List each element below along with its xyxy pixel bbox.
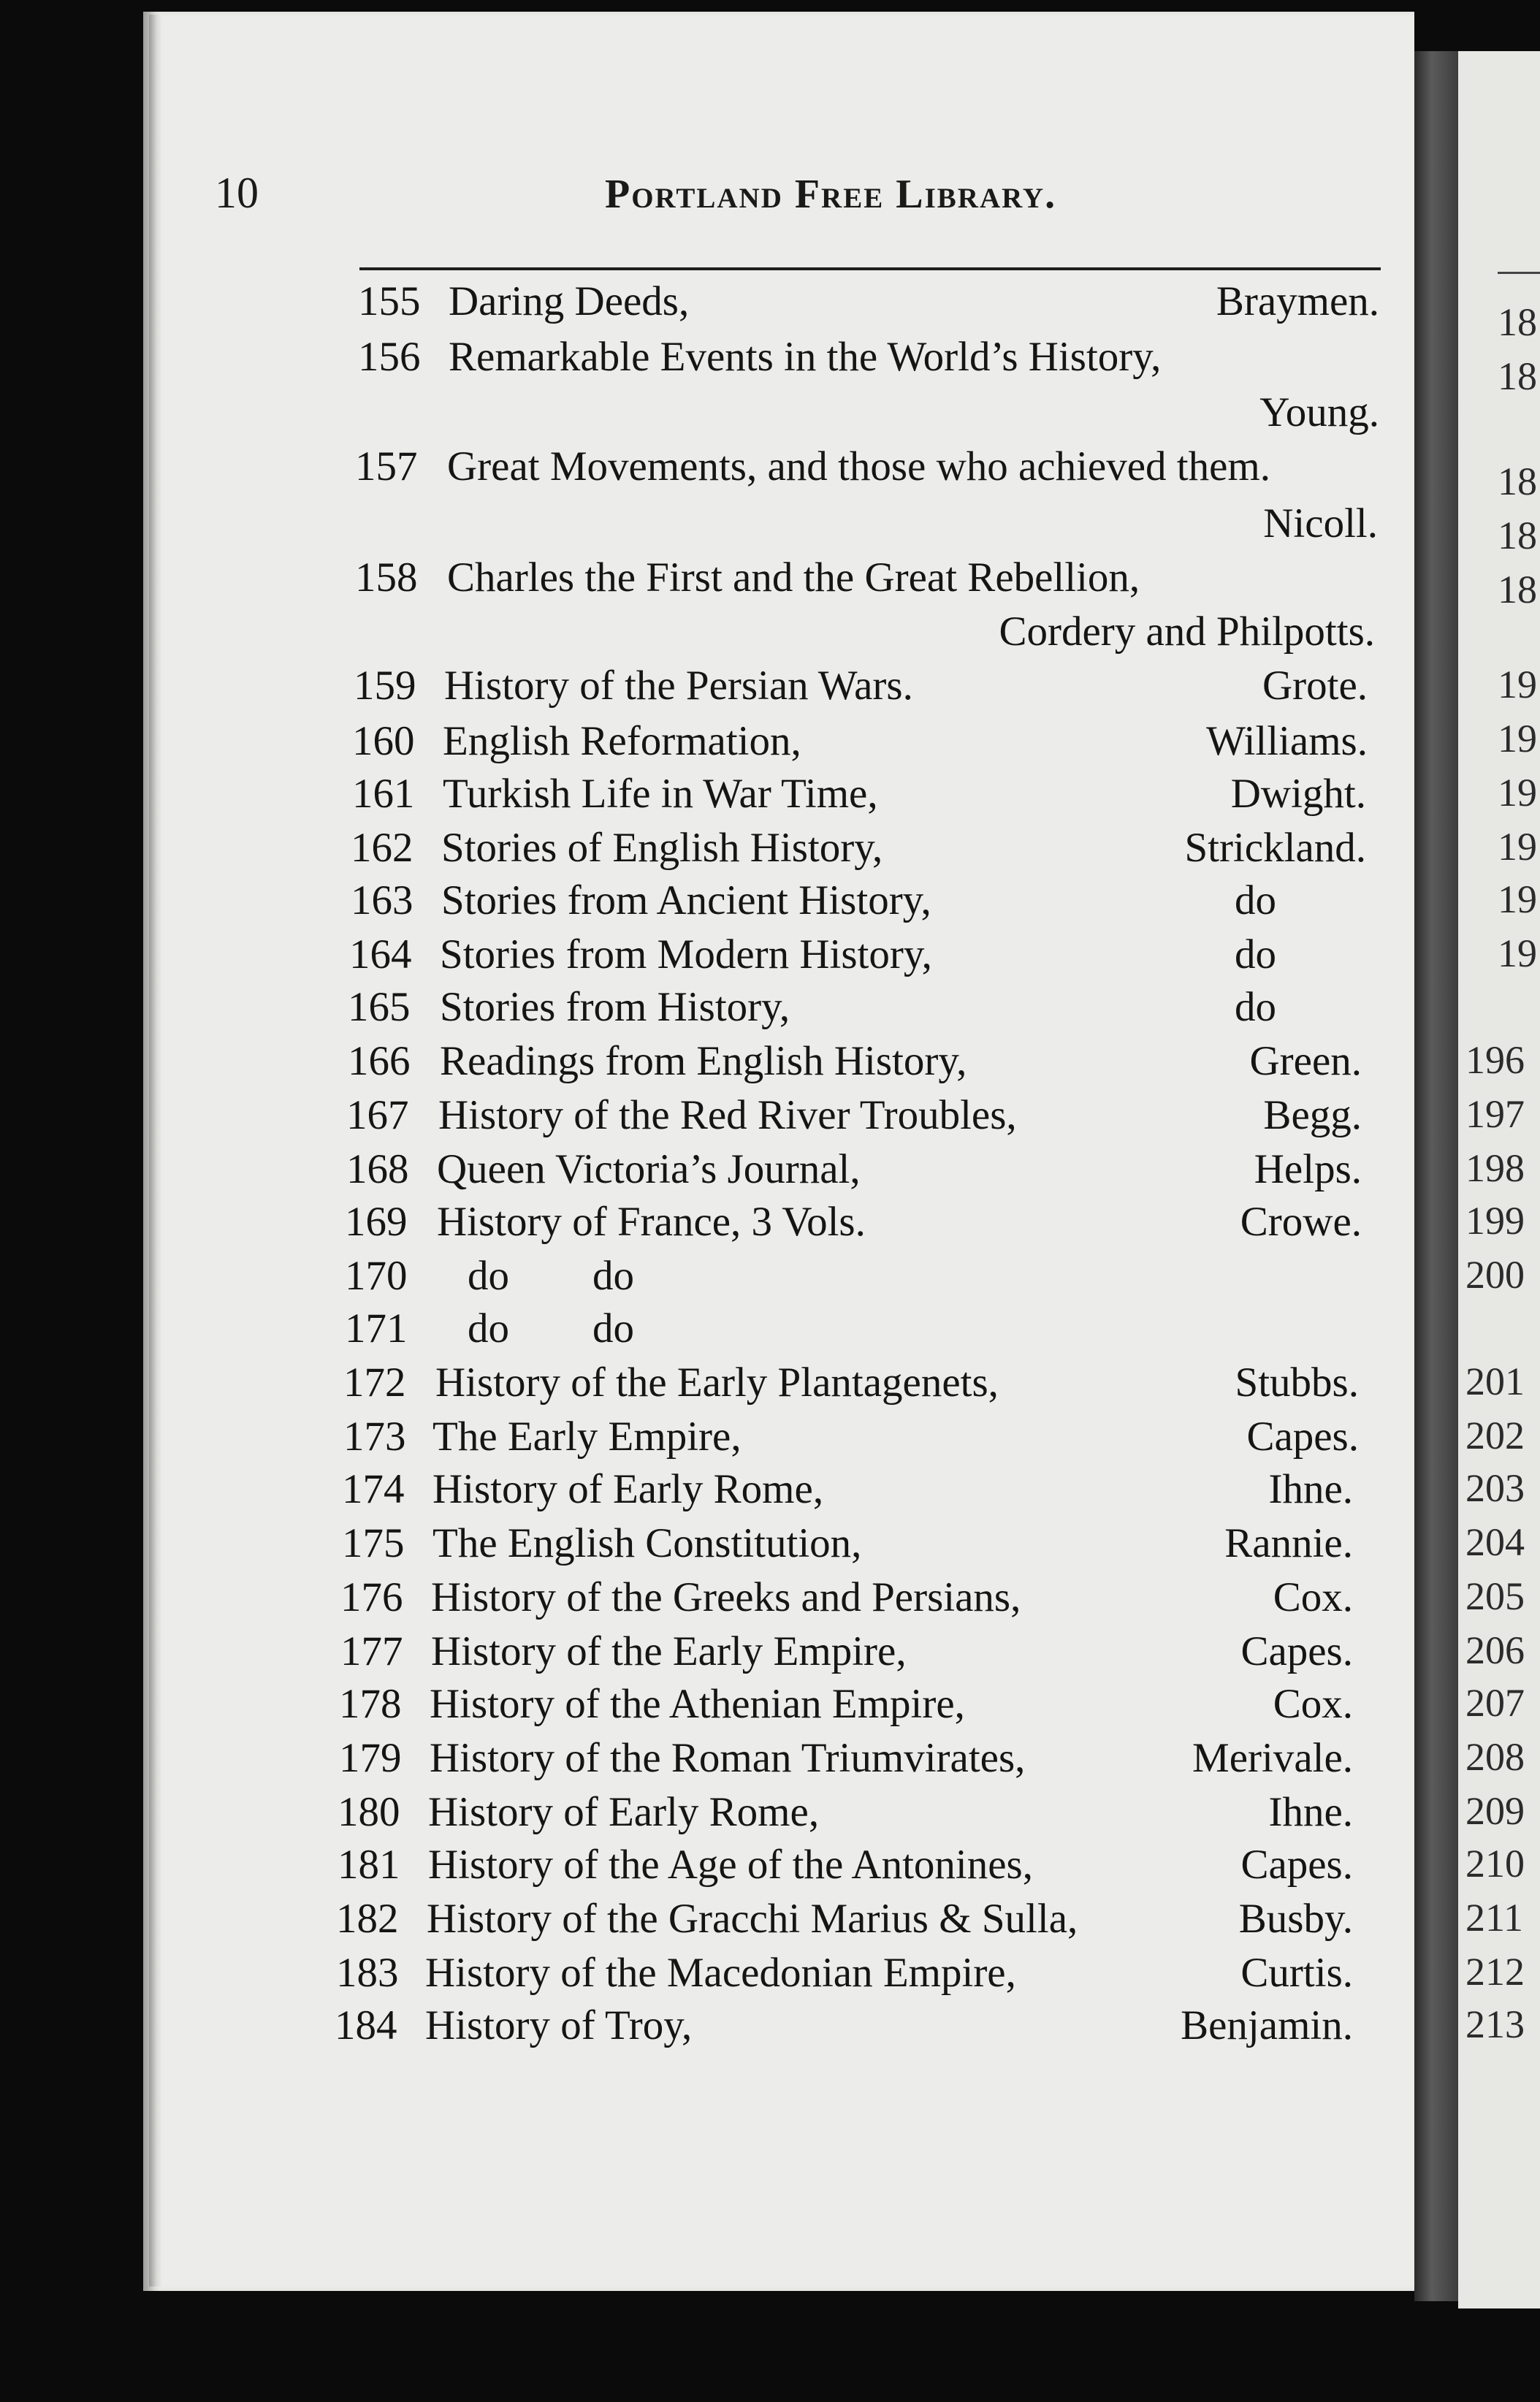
entry-number: 157 — [355, 443, 418, 489]
entry-author: Strickland. — [1184, 825, 1366, 871]
facing-page-entry-number: 212 — [1465, 1950, 1525, 1994]
entry-title: Stories from History, — [440, 984, 790, 1030]
entry-author: Cordery and Philpotts. — [999, 609, 1375, 655]
facing-page-entry-number: 207 — [1465, 1681, 1525, 1725]
entry-title: Great Movements, and those who achieved them. — [447, 443, 1271, 489]
facing-page-entry-number: 19 — [1498, 825, 1537, 869]
entry-title: History of the Early Empire, — [431, 1628, 907, 1674]
entry-author: Nicoll. — [1263, 500, 1378, 546]
entry-title: Stories from Modern History, — [440, 931, 932, 977]
entry-title: The English Constitution, — [432, 1520, 862, 1566]
entry-author: Young. — [1259, 389, 1379, 435]
entry-title: History of the Persian Wars. — [444, 663, 913, 709]
facing-page-entry-number: 19 — [1498, 717, 1537, 760]
entry-author: Ihne. — [1268, 1466, 1353, 1512]
entry-number: 184 — [335, 2002, 397, 2048]
facing-page-entry-number: 18 — [1498, 514, 1537, 557]
facing-page-entry-number: 18 — [1498, 460, 1537, 503]
entry-number: 168 — [346, 1146, 409, 1192]
facing-page-entry-number: 199 — [1465, 1199, 1525, 1243]
entry-title: Turkish Life in War Time, — [443, 771, 878, 817]
facing-page-entry-number: 198 — [1465, 1146, 1525, 1190]
entry-title: English Reformation, — [443, 718, 801, 764]
entry-number: 169 — [345, 1199, 408, 1245]
entry-author: Cox. — [1273, 1681, 1353, 1727]
entry-author: Capes. — [1240, 1842, 1353, 1888]
entry-title: History of France, 3 Vols. — [437, 1199, 866, 1245]
entry-author: Ihne. — [1268, 1789, 1353, 1835]
facing-page-entry-number: 204 — [1465, 1520, 1525, 1564]
entry-number: 167 — [346, 1092, 409, 1138]
entry-number: 178 — [339, 1681, 402, 1727]
entry-title: Queen Victoria’s Journal, — [437, 1146, 861, 1192]
entry-title: do do — [468, 1253, 634, 1299]
running-title: Portland Free Library. — [605, 172, 1057, 217]
entry-number: 175 — [342, 1520, 405, 1566]
entry-title: History of Early Rome, — [432, 1466, 824, 1512]
entry-number: 164 — [349, 931, 412, 977]
facing-page-entry-number: 196 — [1465, 1038, 1525, 1082]
entry-author: Begg. — [1263, 1092, 1362, 1138]
entry-title: History of the Macedonian Empire, — [425, 1950, 1016, 1996]
entry-author: Curtis. — [1240, 1950, 1353, 1996]
facing-page-entry-number: 19 — [1498, 931, 1537, 975]
entry-number: 162 — [351, 825, 413, 871]
entry-title: Stories of English History, — [441, 825, 883, 871]
entry-number: 158 — [355, 554, 418, 600]
entry-number: 177 — [340, 1628, 403, 1674]
entry-author: Stubbs. — [1235, 1360, 1359, 1406]
entry-author: Capes. — [1246, 1414, 1359, 1460]
entry-author: do — [1235, 984, 1276, 1030]
entry-author: Helps. — [1254, 1146, 1362, 1192]
entry-number: 163 — [351, 877, 413, 923]
entry-title: Remarkable Events in the World’s History, — [449, 334, 1162, 380]
entry-title: History of Troy, — [425, 2002, 693, 2048]
entry-number: 179 — [339, 1735, 402, 1781]
entry-number: 165 — [348, 984, 411, 1030]
entry-number: 181 — [338, 1842, 400, 1888]
entry-author: Green. — [1249, 1038, 1362, 1084]
page-number: 10 — [215, 169, 259, 217]
entry-title: Daring Deeds, — [449, 278, 690, 324]
facing-page-entry-number: 19 — [1498, 771, 1537, 815]
entry-number: 173 — [343, 1414, 406, 1460]
entry-author: Busby. — [1238, 1896, 1353, 1942]
entry-number: 182 — [336, 1896, 399, 1942]
facing-page-entry-number: 205 — [1465, 1574, 1525, 1618]
entry-author: Braymen. — [1216, 278, 1379, 324]
entry-title: do do — [468, 1305, 634, 1351]
entry-number: 172 — [343, 1360, 406, 1406]
entry-number: 180 — [338, 1789, 400, 1835]
entry-author: Capes. — [1240, 1628, 1353, 1674]
entry-number: 160 — [352, 718, 415, 764]
entry-title: Charles the First and the Great Rebellion, — [447, 554, 1140, 600]
facing-page-entry-number: 18 — [1498, 354, 1537, 398]
facing-page-entry-number: 18 — [1498, 300, 1537, 344]
entry-number: 176 — [340, 1574, 403, 1620]
entry-number: 155 — [358, 278, 421, 324]
entry-author: Benjamin. — [1181, 2002, 1353, 2048]
entry-number: 174 — [342, 1466, 405, 1512]
entry-title: Stories from Ancient History, — [441, 877, 931, 923]
entry-title: History of Early Rome, — [428, 1789, 820, 1835]
entry-author: Williams. — [1206, 718, 1368, 764]
entry-title: History of the Age of the Antonines, — [428, 1842, 1033, 1888]
entry-author: do — [1235, 877, 1276, 923]
entry-author: Merivale. — [1192, 1735, 1353, 1781]
entry-title: History of the Early Plantagenets, — [435, 1360, 999, 1406]
facing-page-entry-number: 211 — [1465, 1896, 1523, 1940]
facing-page-entry-number: 201 — [1465, 1360, 1525, 1403]
entry-title: History of the Roman Triumvirates, — [430, 1735, 1026, 1781]
entry-author: do — [1235, 931, 1276, 977]
entry-title: History of the Greeks and Persians, — [431, 1574, 1021, 1620]
facing-page-entry-number: 19 — [1498, 877, 1537, 921]
facing-page-entry-number: 213 — [1465, 2002, 1525, 2046]
entry-number: 183 — [336, 1950, 399, 1996]
entry-author: Crowe. — [1240, 1199, 1362, 1245]
entry-title: History of the Red River Troubles, — [438, 1092, 1017, 1138]
facing-page-entry-number: 210 — [1465, 1842, 1525, 1886]
facing-page-entry-number: 206 — [1465, 1628, 1525, 1672]
facing-page-entry-number: 197 — [1465, 1092, 1525, 1136]
facing-page-entry-number: 200 — [1465, 1253, 1525, 1297]
entry-title: History of the Gracchi Marius & Sulla, — [427, 1896, 1078, 1942]
entry-number: 161 — [352, 771, 415, 817]
entry-number: 166 — [348, 1038, 411, 1084]
entry-author: Grote. — [1262, 663, 1368, 709]
entry-author: Cox. — [1273, 1574, 1353, 1620]
facing-page-entry-number: 209 — [1465, 1789, 1525, 1833]
entry-number: 170 — [345, 1253, 408, 1299]
facing-page-entry-number: 202 — [1465, 1414, 1525, 1457]
entry-author: Rannie. — [1224, 1520, 1353, 1566]
facing-page-entry-number: 203 — [1465, 1466, 1525, 1510]
entry-title: The Early Empire, — [432, 1414, 742, 1460]
entry-title: History of the Athenian Empire, — [430, 1681, 965, 1727]
facing-page-entry-number: 208 — [1465, 1735, 1525, 1779]
entry-author: Dwight. — [1230, 771, 1366, 817]
entry-title: Readings from English History, — [440, 1038, 967, 1084]
entry-number: 171 — [345, 1305, 408, 1351]
entry-number: 156 — [358, 334, 421, 380]
facing-page-entry-number: 19 — [1498, 663, 1537, 706]
entry-number: 159 — [354, 663, 416, 709]
facing-page-entry-number: 18 — [1498, 568, 1537, 611]
